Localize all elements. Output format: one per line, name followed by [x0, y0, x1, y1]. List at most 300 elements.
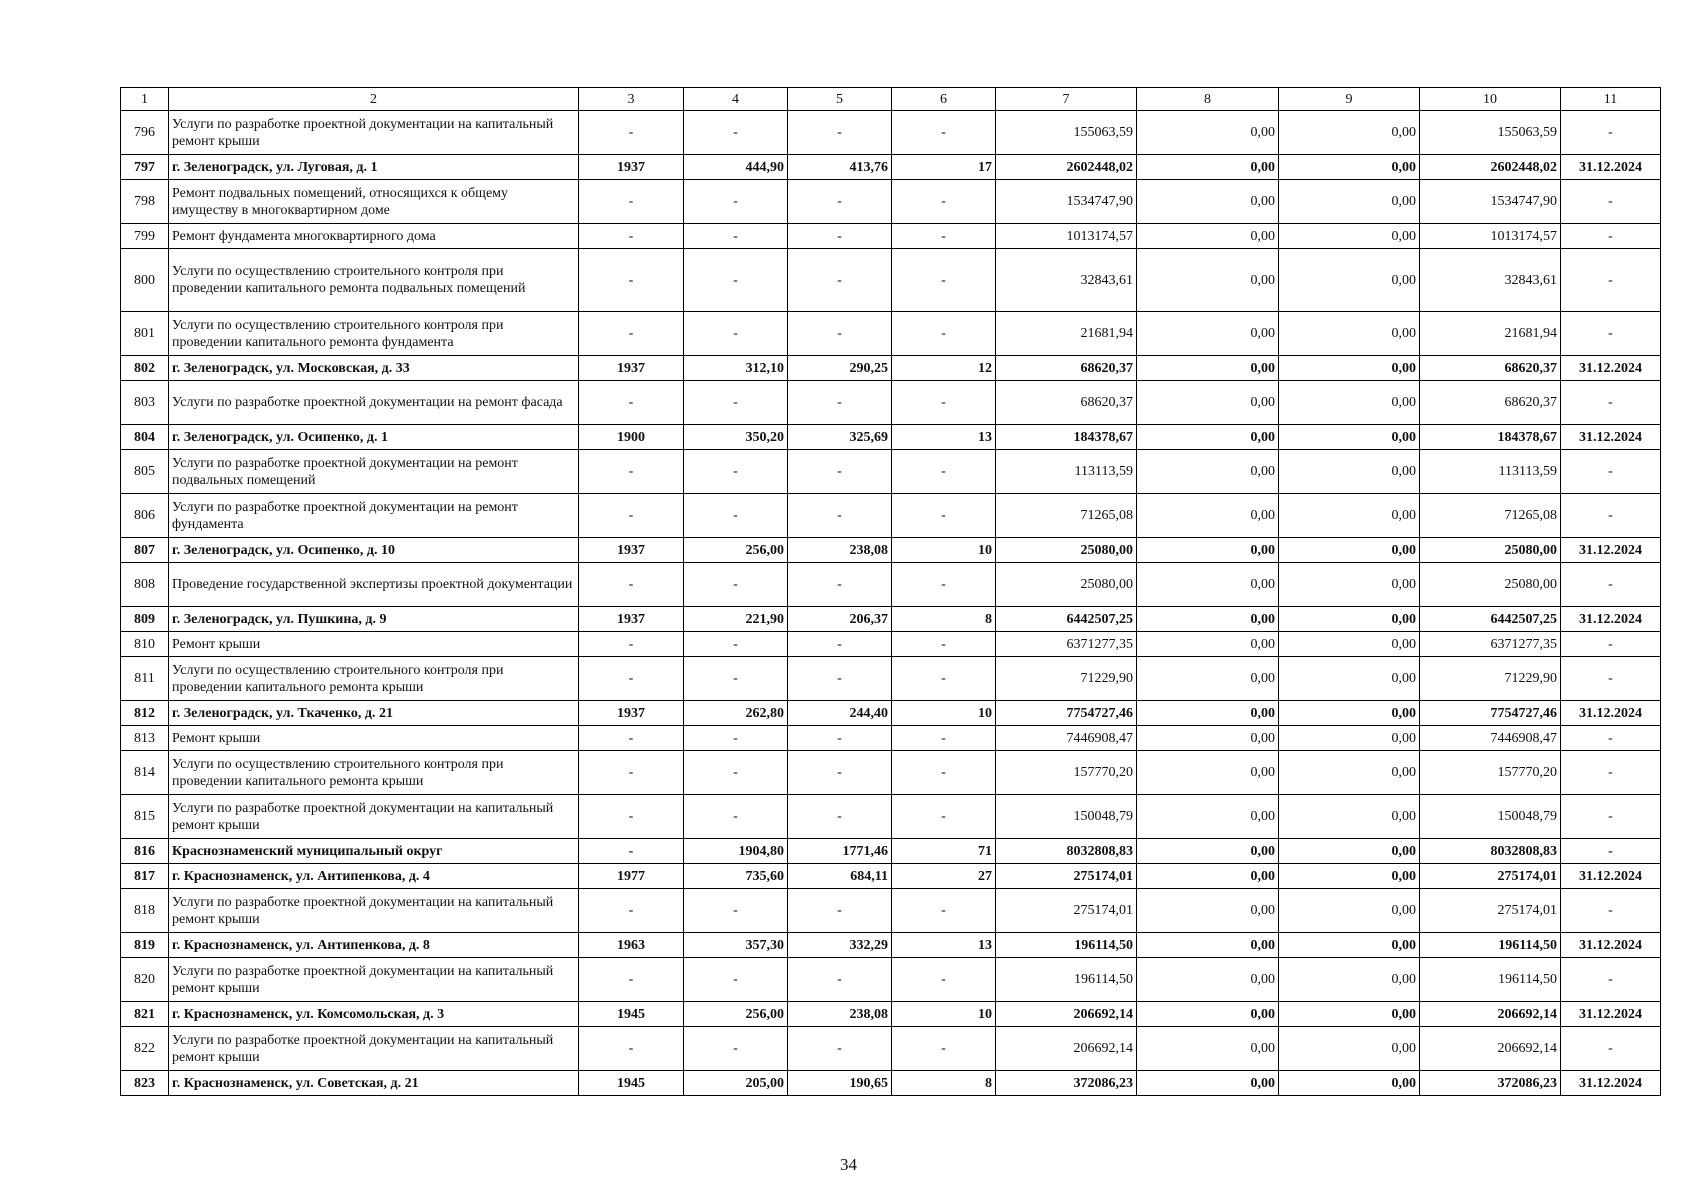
item-description-cell: Услуги по разработке проектной документации на капитальный ремонт крыши: [169, 889, 579, 933]
column-header: 9: [1279, 88, 1420, 111]
row-number-cell: 819: [121, 933, 169, 958]
residents-count-cell: 10: [892, 538, 996, 563]
total-cost-cell: 68620,37: [996, 381, 1137, 425]
total-area-cell: 1904,80: [684, 839, 788, 864]
total-cost-cell: 71265,08: [996, 494, 1137, 538]
item-description-cell: Услуги по разработке проектной документации на капитальный ремонт крыши: [169, 958, 579, 1002]
completion-date-cell: -: [1561, 795, 1661, 839]
table-row-address: [121, 701, 1661, 726]
total-area-cell: 256,00: [684, 538, 788, 563]
row-number-cell: 823: [121, 1071, 169, 1096]
owner-funds-cell: 150048,79: [1420, 795, 1561, 839]
row-number-cell: 812: [121, 701, 169, 726]
table-row-work: [121, 563, 1661, 607]
row-number-cell: 806: [121, 494, 169, 538]
year-built-cell: -: [579, 657, 684, 701]
total-area-cell: 205,00: [684, 1071, 788, 1096]
owner-funds-cell: 196114,50: [1420, 958, 1561, 1002]
total-area-cell: -: [684, 1027, 788, 1071]
living-area-cell: 332,29: [788, 933, 892, 958]
owner-funds-cell: 68620,37: [1420, 356, 1561, 381]
column-header: 2: [169, 88, 579, 111]
owner-funds-cell: 275174,01: [1420, 889, 1561, 933]
completion-date-cell: 31.12.2024: [1561, 1002, 1661, 1027]
budget-funds-cell: 0,00: [1279, 701, 1420, 726]
column-header: 6: [892, 88, 996, 111]
row-number-cell: 801: [121, 312, 169, 356]
total-cost-cell: 6371277,35: [996, 632, 1137, 657]
living-area-cell: -: [788, 795, 892, 839]
total-area-cell: 256,00: [684, 1002, 788, 1027]
living-area-cell: 1771,46: [788, 839, 892, 864]
owner-funds-cell: 25080,00: [1420, 563, 1561, 607]
budget-funds-cell: 0,00: [1279, 933, 1420, 958]
table-row-address: [121, 607, 1661, 632]
table-row-work: [121, 249, 1661, 312]
total-cost-cell: 372086,23: [996, 1071, 1137, 1096]
total-area-cell: -: [684, 381, 788, 425]
fund-subsidy-cell: 0,00: [1137, 864, 1279, 889]
total-cost-cell: 155063,59: [996, 111, 1137, 155]
completion-date-cell: -: [1561, 889, 1661, 933]
fund-subsidy-cell: 0,00: [1137, 701, 1279, 726]
total-cost-cell: 1534747,90: [996, 180, 1137, 224]
fund-subsidy-cell: 0,00: [1137, 249, 1279, 312]
year-built-cell: 1945: [579, 1002, 684, 1027]
residents-count-cell: 8: [892, 1071, 996, 1096]
total-area-cell: -: [684, 632, 788, 657]
total-area-cell: 735,60: [684, 864, 788, 889]
table-row-address: [121, 1002, 1661, 1027]
year-built-cell: -: [579, 632, 684, 657]
budget-funds-cell: 0,00: [1279, 632, 1420, 657]
total-area-cell: -: [684, 726, 788, 751]
item-description-cell: Ремонт подвальных помещений, относящихся к общему имуществу в многоквартирном доме: [169, 180, 579, 224]
table-row-address: [121, 425, 1661, 450]
owner-funds-cell: 1534747,90: [1420, 180, 1561, 224]
header-row: [121, 88, 1661, 111]
residents-count-cell: -: [892, 632, 996, 657]
living-area-cell: -: [788, 751, 892, 795]
fund-subsidy-cell: 0,00: [1137, 538, 1279, 563]
completion-date-cell: 31.12.2024: [1561, 425, 1661, 450]
total-area-cell: -: [684, 312, 788, 356]
fund-subsidy-cell: 0,00: [1137, 180, 1279, 224]
total-cost-cell: 25080,00: [996, 563, 1137, 607]
completion-date-cell: -: [1561, 839, 1661, 864]
row-number-cell: 805: [121, 450, 169, 494]
budget-funds-cell: 0,00: [1279, 425, 1420, 450]
fund-subsidy-cell: 0,00: [1137, 933, 1279, 958]
budget-funds-cell: 0,00: [1279, 751, 1420, 795]
item-description-cell: г. Краснознаменск, ул. Комсомольская, д. 3: [169, 1002, 579, 1027]
row-number-cell: 796: [121, 111, 169, 155]
item-description-cell: Краснознаменский муниципальный округ: [169, 839, 579, 864]
completion-date-cell: -: [1561, 224, 1661, 249]
budget-funds-cell: 0,00: [1279, 1002, 1420, 1027]
year-built-cell: 1937: [579, 538, 684, 563]
year-built-cell: -: [579, 312, 684, 356]
total-cost-cell: 21681,94: [996, 312, 1137, 356]
living-area-cell: -: [788, 224, 892, 249]
column-header: 10: [1420, 88, 1561, 111]
row-number-cell: 804: [121, 425, 169, 450]
living-area-cell: 238,08: [788, 538, 892, 563]
item-description-cell: Услуги по осуществлению строительного контроля при проведении капитального ремонта фундамента: [169, 312, 579, 356]
table-row-work: [121, 726, 1661, 751]
column-header: 7: [996, 88, 1137, 111]
budget-funds-cell: 0,00: [1279, 1027, 1420, 1071]
row-number-cell: 800: [121, 249, 169, 312]
total-cost-cell: 113113,59: [996, 450, 1137, 494]
fund-subsidy-cell: 0,00: [1137, 563, 1279, 607]
total-cost-cell: 157770,20: [996, 751, 1137, 795]
table-row-work: [121, 795, 1661, 839]
year-built-cell: 1937: [579, 607, 684, 632]
owner-funds-cell: 7446908,47: [1420, 726, 1561, 751]
owner-funds-cell: 206692,14: [1420, 1027, 1561, 1071]
item-description-cell: г. Краснознаменск, ул. Антипенкова, д. 8: [169, 933, 579, 958]
total-cost-cell: 7754727,46: [996, 701, 1137, 726]
total-area-cell: -: [684, 958, 788, 1002]
total-area-cell: 357,30: [684, 933, 788, 958]
total-cost-cell: 275174,01: [996, 889, 1137, 933]
column-header: 8: [1137, 88, 1279, 111]
total-cost-cell: 68620,37: [996, 356, 1137, 381]
owner-funds-cell: 196114,50: [1420, 933, 1561, 958]
total-cost-cell: 25080,00: [996, 538, 1137, 563]
residents-count-cell: -: [892, 180, 996, 224]
table-row-address: [121, 538, 1661, 563]
fund-subsidy-cell: 0,00: [1137, 958, 1279, 1002]
item-description-cell: г. Зеленоградск, ул. Осипенко, д. 1: [169, 425, 579, 450]
owner-funds-cell: 68620,37: [1420, 381, 1561, 425]
budget-funds-cell: 0,00: [1279, 381, 1420, 425]
fund-subsidy-cell: 0,00: [1137, 889, 1279, 933]
living-area-cell: -: [788, 450, 892, 494]
total-cost-cell: 71229,90: [996, 657, 1137, 701]
owner-funds-cell: 7754727,46: [1420, 701, 1561, 726]
residents-count-cell: 10: [892, 1002, 996, 1027]
total-cost-cell: 150048,79: [996, 795, 1137, 839]
budget-funds-cell: 0,00: [1279, 356, 1420, 381]
owner-funds-cell: 113113,59: [1420, 450, 1561, 494]
row-number-cell: 799: [121, 224, 169, 249]
item-description-cell: Услуги по разработке проектной документации на ремонт фасада: [169, 381, 579, 425]
completion-date-cell: -: [1561, 249, 1661, 312]
owner-funds-cell: 21681,94: [1420, 312, 1561, 356]
row-number-cell: 798: [121, 180, 169, 224]
item-description-cell: Ремонт крыши: [169, 726, 579, 751]
owner-funds-cell: 6442507,25: [1420, 607, 1561, 632]
year-built-cell: -: [579, 958, 684, 1002]
total-area-cell: -: [684, 111, 788, 155]
owner-funds-cell: 206692,14: [1420, 1002, 1561, 1027]
fund-subsidy-cell: 0,00: [1137, 425, 1279, 450]
fund-subsidy-cell: 0,00: [1137, 751, 1279, 795]
completion-date-cell: -: [1561, 751, 1661, 795]
living-area-cell: -: [788, 111, 892, 155]
owner-funds-cell: 2602448,02: [1420, 155, 1561, 180]
column-header: 1: [121, 88, 169, 111]
fund-subsidy-cell: 0,00: [1137, 381, 1279, 425]
total-area-cell: -: [684, 657, 788, 701]
owner-funds-cell: 275174,01: [1420, 864, 1561, 889]
year-built-cell: -: [579, 751, 684, 795]
total-cost-cell: 32843,61: [996, 249, 1137, 312]
year-built-cell: -: [579, 224, 684, 249]
budget-funds-cell: 0,00: [1279, 657, 1420, 701]
year-built-cell: 1977: [579, 864, 684, 889]
budget-funds-cell: 0,00: [1279, 249, 1420, 312]
year-built-cell: 1945: [579, 1071, 684, 1096]
row-number-cell: 807: [121, 538, 169, 563]
residents-count-cell: -: [892, 249, 996, 312]
owner-funds-cell: 71229,90: [1420, 657, 1561, 701]
item-description-cell: Услуги по осуществлению строительного контроля при проведении капитального ремонта крыши: [169, 751, 579, 795]
living-area-cell: 238,08: [788, 1002, 892, 1027]
table-body: [121, 111, 1661, 1096]
page-number: 34: [840, 1155, 857, 1174]
row-number-cell: 809: [121, 607, 169, 632]
table-row-address: [121, 356, 1661, 381]
total-cost-cell: 196114,50: [996, 958, 1137, 1002]
table-row-work: [121, 889, 1661, 933]
total-area-cell: 312,10: [684, 356, 788, 381]
residents-count-cell: -: [892, 111, 996, 155]
living-area-cell: -: [788, 958, 892, 1002]
total-area-cell: 350,20: [684, 425, 788, 450]
item-description-cell: г. Зеленоградск, ул. Ткаченко, д. 21: [169, 701, 579, 726]
living-area-cell: 413,76: [788, 155, 892, 180]
completion-date-cell: -: [1561, 381, 1661, 425]
residents-count-cell: -: [892, 889, 996, 933]
budget-funds-cell: 0,00: [1279, 1071, 1420, 1096]
table-row-work: [121, 1027, 1661, 1071]
fund-subsidy-cell: 0,00: [1137, 450, 1279, 494]
residents-count-cell: -: [892, 958, 996, 1002]
row-number-cell: 813: [121, 726, 169, 751]
completion-date-cell: 31.12.2024: [1561, 864, 1661, 889]
total-cost-cell: 1013174,57: [996, 224, 1137, 249]
total-area-cell: -: [684, 249, 788, 312]
column-header: 5: [788, 88, 892, 111]
completion-date-cell: 31.12.2024: [1561, 701, 1661, 726]
table-row-work: [121, 657, 1661, 701]
residents-count-cell: 17: [892, 155, 996, 180]
completion-date-cell: -: [1561, 657, 1661, 701]
item-description-cell: г. Зеленоградск, ул. Осипенко, д. 10: [169, 538, 579, 563]
living-area-cell: -: [788, 726, 892, 751]
residents-count-cell: -: [892, 224, 996, 249]
residents-count-cell: -: [892, 312, 996, 356]
residents-count-cell: 13: [892, 933, 996, 958]
fund-subsidy-cell: 0,00: [1137, 1027, 1279, 1071]
owner-funds-cell: 6371277,35: [1420, 632, 1561, 657]
total-area-cell: -: [684, 450, 788, 494]
fund-subsidy-cell: 0,00: [1137, 632, 1279, 657]
living-area-cell: -: [788, 889, 892, 933]
year-built-cell: -: [579, 889, 684, 933]
living-area-cell: -: [788, 381, 892, 425]
row-number-cell: 811: [121, 657, 169, 701]
year-built-cell: -: [579, 563, 684, 607]
completion-date-cell: -: [1561, 312, 1661, 356]
owner-funds-cell: 372086,23: [1420, 1071, 1561, 1096]
fund-subsidy-cell: 0,00: [1137, 494, 1279, 538]
living-area-cell: -: [788, 657, 892, 701]
residents-count-cell: 10: [892, 701, 996, 726]
total-cost-cell: 275174,01: [996, 864, 1137, 889]
row-number-cell: 797: [121, 155, 169, 180]
completion-date-cell: 31.12.2024: [1561, 1071, 1661, 1096]
row-number-cell: 810: [121, 632, 169, 657]
year-built-cell: -: [579, 450, 684, 494]
year-built-cell: -: [579, 839, 684, 864]
completion-date-cell: 31.12.2024: [1561, 155, 1661, 180]
row-number-cell: 817: [121, 864, 169, 889]
row-number-cell: 814: [121, 751, 169, 795]
residents-count-cell: 71: [892, 839, 996, 864]
completion-date-cell: -: [1561, 563, 1661, 607]
completion-date-cell: -: [1561, 111, 1661, 155]
total-area-cell: -: [684, 795, 788, 839]
living-area-cell: -: [788, 494, 892, 538]
residents-count-cell: -: [892, 751, 996, 795]
completion-date-cell: 31.12.2024: [1561, 933, 1661, 958]
table-row-address: [121, 1071, 1661, 1096]
fund-subsidy-cell: 0,00: [1137, 1071, 1279, 1096]
table-row-address: [121, 933, 1661, 958]
table-row-work: [121, 312, 1661, 356]
total-area-cell: -: [684, 563, 788, 607]
total-area-cell: 221,90: [684, 607, 788, 632]
year-built-cell: -: [579, 249, 684, 312]
item-description-cell: Услуги по разработке проектной документации на капитальный ремонт крыши: [169, 1027, 579, 1071]
item-description-cell: Услуги по разработке проектной документации на капитальный ремонт крыши: [169, 111, 579, 155]
table-row-work: [121, 632, 1661, 657]
table-row-work: [121, 381, 1661, 425]
living-area-cell: -: [788, 249, 892, 312]
living-area-cell: -: [788, 563, 892, 607]
total-area-cell: -: [684, 751, 788, 795]
living-area-cell: 290,25: [788, 356, 892, 381]
living-area-cell: -: [788, 632, 892, 657]
column-header: 11: [1561, 88, 1661, 111]
residents-count-cell: -: [892, 494, 996, 538]
year-built-cell: -: [579, 381, 684, 425]
fund-subsidy-cell: 0,00: [1137, 657, 1279, 701]
fund-subsidy-cell: 0,00: [1137, 312, 1279, 356]
item-description-cell: Услуги по осуществлению строительного контроля при проведении капитального ремонта крыши: [169, 657, 579, 701]
year-built-cell: 1937: [579, 701, 684, 726]
living-area-cell: 206,37: [788, 607, 892, 632]
owner-funds-cell: 1013174,57: [1420, 224, 1561, 249]
owner-funds-cell: 155063,59: [1420, 111, 1561, 155]
table-row-work: [121, 494, 1661, 538]
completion-date-cell: -: [1561, 180, 1661, 224]
fund-subsidy-cell: 0,00: [1137, 795, 1279, 839]
table-row-work: [121, 450, 1661, 494]
residents-count-cell: 27: [892, 864, 996, 889]
total-cost-cell: 184378,67: [996, 425, 1137, 450]
table-row-work: [121, 751, 1661, 795]
budget-funds-cell: 0,00: [1279, 450, 1420, 494]
item-description-cell: Услуги по разработке проектной документации на ремонт подвальных помещений: [169, 450, 579, 494]
budget-funds-cell: 0,00: [1279, 155, 1420, 180]
row-number-cell: 818: [121, 889, 169, 933]
total-area-cell: -: [684, 494, 788, 538]
item-description-cell: г. Краснознаменск, ул. Антипенкова, д. 4: [169, 864, 579, 889]
total-cost-cell: 206692,14: [996, 1027, 1137, 1071]
item-description-cell: г. Зеленоградск, ул. Московская, д. 33: [169, 356, 579, 381]
budget-funds-cell: 0,00: [1279, 889, 1420, 933]
total-cost-cell: 8032808,83: [996, 839, 1137, 864]
table-row-address: [121, 839, 1661, 864]
row-number-cell: 803: [121, 381, 169, 425]
row-number-cell: 808: [121, 563, 169, 607]
table-row-address: [121, 155, 1661, 180]
living-area-cell: 325,69: [788, 425, 892, 450]
fund-subsidy-cell: 0,00: [1137, 839, 1279, 864]
budget-funds-cell: 0,00: [1279, 538, 1420, 563]
fund-subsidy-cell: 0,00: [1137, 224, 1279, 249]
owner-funds-cell: 32843,61: [1420, 249, 1561, 312]
row-number-cell: 821: [121, 1002, 169, 1027]
row-number-cell: 822: [121, 1027, 169, 1071]
total-area-cell: -: [684, 889, 788, 933]
table-row-work: [121, 224, 1661, 249]
living-area-cell: -: [788, 312, 892, 356]
owner-funds-cell: 184378,67: [1420, 425, 1561, 450]
residents-count-cell: -: [892, 1027, 996, 1071]
completion-date-cell: 31.12.2024: [1561, 538, 1661, 563]
total-area-cell: -: [684, 180, 788, 224]
item-description-cell: Услуги по осуществлению строительного контроля при проведении капитального ремонта подвальных помещений: [169, 249, 579, 312]
item-description-cell: г. Зеленоградск, ул. Пушкина, д. 9: [169, 607, 579, 632]
table-row-work: [121, 111, 1661, 155]
budget-funds-cell: 0,00: [1279, 180, 1420, 224]
residents-count-cell: -: [892, 726, 996, 751]
fund-subsidy-cell: 0,00: [1137, 356, 1279, 381]
total-cost-cell: 2602448,02: [996, 155, 1137, 180]
year-built-cell: -: [579, 180, 684, 224]
residents-count-cell: -: [892, 795, 996, 839]
budget-funds-cell: 0,00: [1279, 494, 1420, 538]
completion-date-cell: -: [1561, 494, 1661, 538]
budget-funds-cell: 0,00: [1279, 312, 1420, 356]
column-header: 3: [579, 88, 684, 111]
item-description-cell: Проведение государственной экспертизы проектной документации: [169, 563, 579, 607]
budget-funds-cell: 0,00: [1279, 607, 1420, 632]
living-area-cell: -: [788, 1027, 892, 1071]
year-built-cell: -: [579, 494, 684, 538]
budget-funds-cell: 0,00: [1279, 224, 1420, 249]
total-cost-cell: 6442507,25: [996, 607, 1137, 632]
budget-funds-cell: 0,00: [1279, 111, 1420, 155]
completion-date-cell: -: [1561, 726, 1661, 751]
budget-funds-cell: 0,00: [1279, 795, 1420, 839]
completion-date-cell: 31.12.2024: [1561, 607, 1661, 632]
owner-funds-cell: 25080,00: [1420, 538, 1561, 563]
residents-count-cell: -: [892, 657, 996, 701]
fund-subsidy-cell: 0,00: [1137, 111, 1279, 155]
table-row-work: [121, 180, 1661, 224]
row-number-cell: 802: [121, 356, 169, 381]
living-area-cell: 244,40: [788, 701, 892, 726]
completion-date-cell: -: [1561, 958, 1661, 1002]
living-area-cell: 190,65: [788, 1071, 892, 1096]
